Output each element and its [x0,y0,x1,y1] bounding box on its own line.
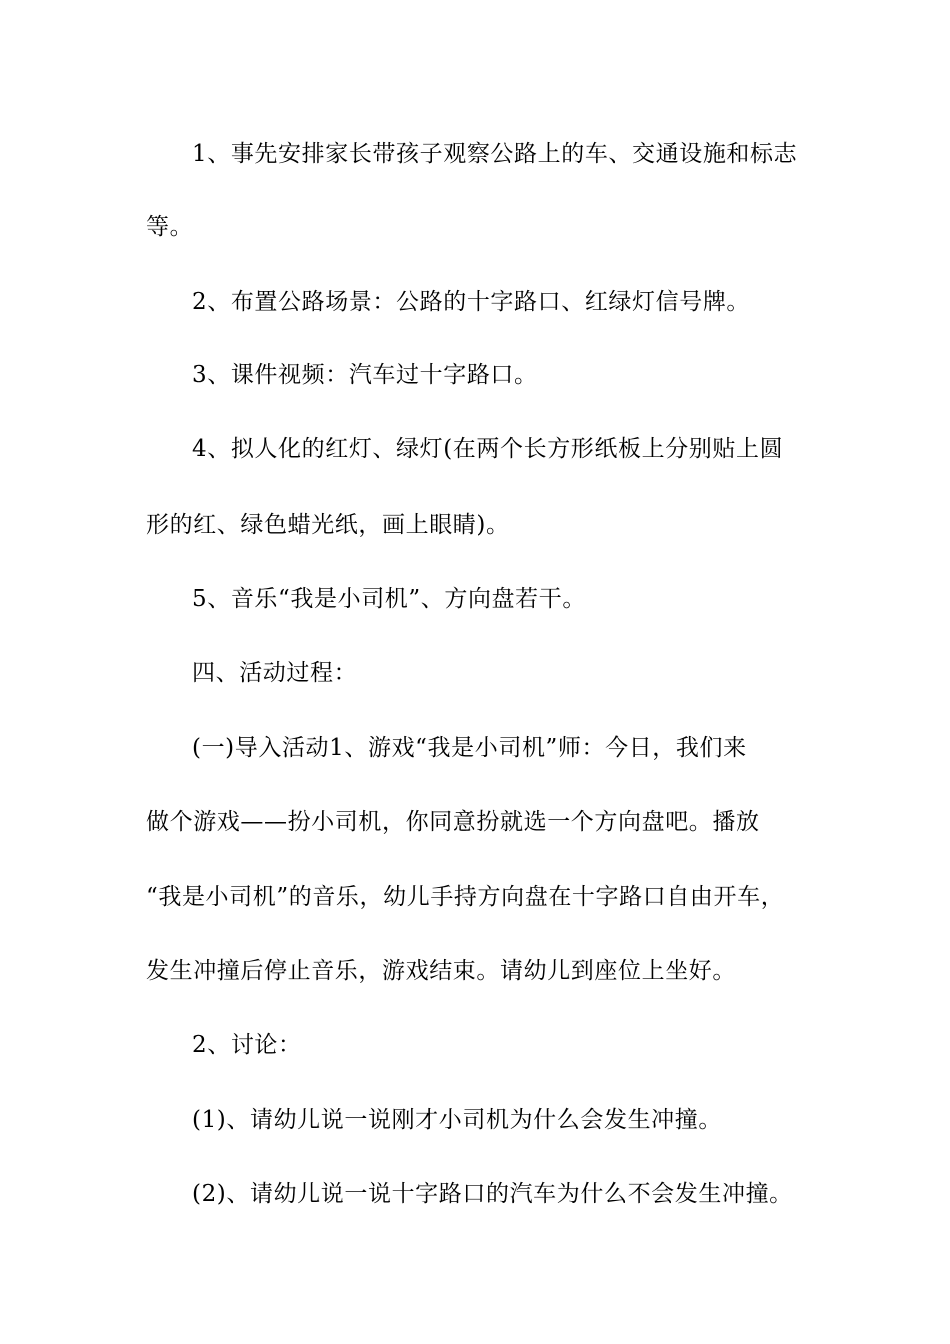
text-line-3: 2、布置公路场景：公路的十字路口、红绿灯信号牌。 [192,289,751,315]
text-line-7: 5、音乐“我是小司机”、方向盘若干。 [192,586,586,612]
text-line-14: (1)、请幼儿说一说刚才小司机为什么会发生冲撞。 [192,1107,722,1133]
text-line-10: 做个游戏——扮小司机，你同意扮就选一个方向盘吧。播放 [146,809,760,835]
text-line-13: 2、讨论： [192,1032,302,1058]
text-line-6: 形的红、绿色蜡光纸，画上眼睛)。 [146,512,510,538]
text-line-15: (2)、请幼儿说一说十字路口的汽车为什么不会发生冲撞。 [192,1181,793,1207]
text-line-11: “我是小司机”的音乐，幼儿手持方向盘在十字路口自由开车， [146,884,785,910]
text-line-2: 等。 [146,214,194,240]
section-heading: 四、活动过程： [192,660,358,686]
text-line-12: 发生冲撞后停止音乐，游戏结束。请幼儿到座位上坐好。 [146,958,736,984]
text-line-9: (一)导入活动1、游戏“我是小司机”师：今日，我们来 [192,735,747,761]
text-line-1: 1、事先安排家长带孩子观察公路上的车、交通设施和标志 [192,141,798,167]
text-line-4: 3、课件视频：汽车过十字路口。 [192,362,538,388]
text-line-5: 4、拟人化的红灯、绿灯(在两个长方形纸板上分别贴上圆 [192,436,784,462]
